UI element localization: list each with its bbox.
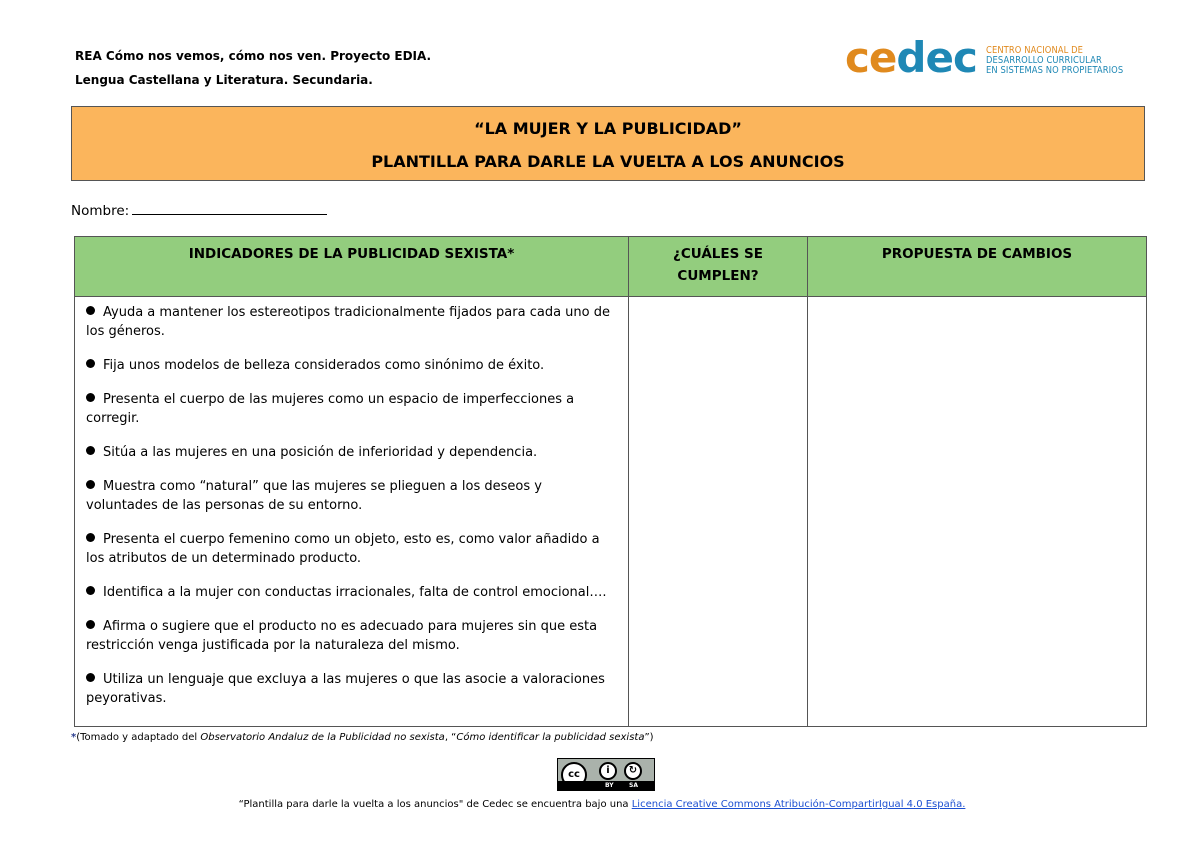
indicator-item-1: [86, 303, 616, 341]
header-subject-line: Lengua Castellana y Literatura. Secundaria.: [75, 73, 373, 87]
nombre-blank-line[interactable]: [132, 200, 327, 215]
header-cuales-se-cumplen: ¿CUÁLES SE CUMPLEN?: [629, 237, 808, 297]
footnote-pre: (Tomado y adaptado del: [76, 732, 201, 743]
title-banner: [71, 106, 1145, 181]
indicator-text: Sitúa a las mujeres en una posición de inferioridad y dependencia.: [103, 445, 538, 460]
license-text: “Plantilla para darle la vuelta a los anuncios" de Cedec se encuentra bajo una: [238, 799, 632, 810]
logo-tag-line3: EN SISTEMAS NO PROPIETARIOS: [986, 65, 1124, 77]
indicators-cell: [75, 297, 629, 727]
bullet-icon: [86, 533, 95, 542]
indicator-text: Presenta el cuerpo de las mujeres como un espacio de imperfecciones a corregir.: [86, 392, 575, 426]
bullet-icon: [86, 393, 95, 402]
propuesta-cambios-cell[interactable]: [808, 297, 1147, 727]
bullet-icon: [86, 620, 95, 629]
indicator-text: Utiliza un lenguaje que excluya a las mujeres o que las asocie a valoraciones peyorativas.: [86, 672, 605, 706]
indicator-text: Fija unos modelos de belleza considerados como sinónimo de éxito.: [103, 358, 545, 373]
nombre-label: Nombre:: [71, 203, 130, 219]
footnote-doc: Cómo identificar la publicidad sexista: [456, 732, 645, 743]
logo-word-blue: dec: [896, 33, 977, 82]
logo-tag-line2: DESARROLLO CURRICULAR: [986, 55, 1102, 67]
cuales-se-cumplen-cell[interactable]: [629, 297, 808, 727]
indicator-text: Identifica a la mujer con conductas irracionales, falta de control emocional….: [103, 585, 607, 600]
license-link[interactable]: Licencia Creative Commons Atribución-CompartirIgual 4.0 España.: [631, 799, 966, 810]
cc-by-sa-badge[interactable]: [557, 758, 655, 791]
indicator-item-7: [86, 583, 616, 602]
indicator-text: Ayuda a mantener los estereotipos tradicionalmente fijados para cada uno de los géneros.: [86, 305, 610, 339]
indicator-text: Afirma o sugiere que el producto no es adecuado para mujeres sin que esta restricción venga justificada por la naturaleza del mismo.: [86, 619, 598, 653]
indicator-item-8: [86, 617, 616, 655]
indicator-text: Presenta el cuerpo femenino como un objeto, esto es, como valor añadido a los atributos de un determinado producto.: [86, 532, 600, 566]
by-label: BY: [605, 782, 614, 789]
indicator-item-3: [86, 390, 616, 428]
header-propuesta-cambios: PROPUESTA DE CAMBIOS: [808, 237, 1147, 297]
title-sub: PLANTILLA PARA DARLE LA VUELTA A LOS ANUNCIOS: [371, 152, 845, 171]
sa-icon: ↻: [624, 762, 642, 780]
logo-word-orange: ce: [845, 33, 897, 82]
bullet-icon: [86, 446, 95, 455]
indicator-item-4: [86, 443, 616, 462]
by-icon: i: [599, 762, 617, 780]
indicator-item-9: [86, 670, 616, 708]
title-main: “LA MUJER Y LA PUBLICIDAD”: [474, 119, 742, 138]
table-header-row: [75, 237, 1147, 297]
table-row: [75, 297, 1147, 727]
cedec-logo-tagline: [986, 46, 1156, 77]
cc-icon: cc: [561, 762, 587, 788]
nombre-field: [71, 200, 327, 219]
bullet-icon: [86, 359, 95, 368]
bullet-icon: [86, 480, 95, 489]
indicator-item-5: [86, 477, 616, 515]
indicator-item-6: [86, 530, 616, 568]
footnote: [71, 732, 654, 743]
logo-tag-line1: CENTRO NACIONAL DE: [986, 45, 1084, 56]
cedec-logo-word: [845, 33, 977, 82]
header-indicadores: INDICADORES DE LA PUBLICIDAD SEXISTA*: [75, 237, 629, 297]
indicator-item-2: [86, 356, 616, 375]
indicator-text: Muestra como “natural” que las mujeres se plieguen a los deseos y voluntades de las personas de su entorno.: [86, 479, 542, 513]
sa-label: SA: [629, 782, 638, 789]
footnote-source: Observatorio Andaluz de la Publicidad no sexista: [200, 732, 445, 743]
bullet-icon: [86, 306, 95, 315]
footnote-mid: , “: [444, 732, 457, 743]
footnote-post: ”): [644, 732, 654, 743]
bullet-icon: [86, 586, 95, 595]
bullet-icon: [86, 673, 95, 682]
license-note: [0, 799, 1204, 810]
footnote-star: *: [71, 732, 77, 743]
header-project-line: REA Cómo nos vemos, cómo nos ven. Proyecto EDIA.: [75, 49, 432, 63]
indicator-list: [75, 297, 628, 708]
indicators-table: [74, 236, 1147, 727]
